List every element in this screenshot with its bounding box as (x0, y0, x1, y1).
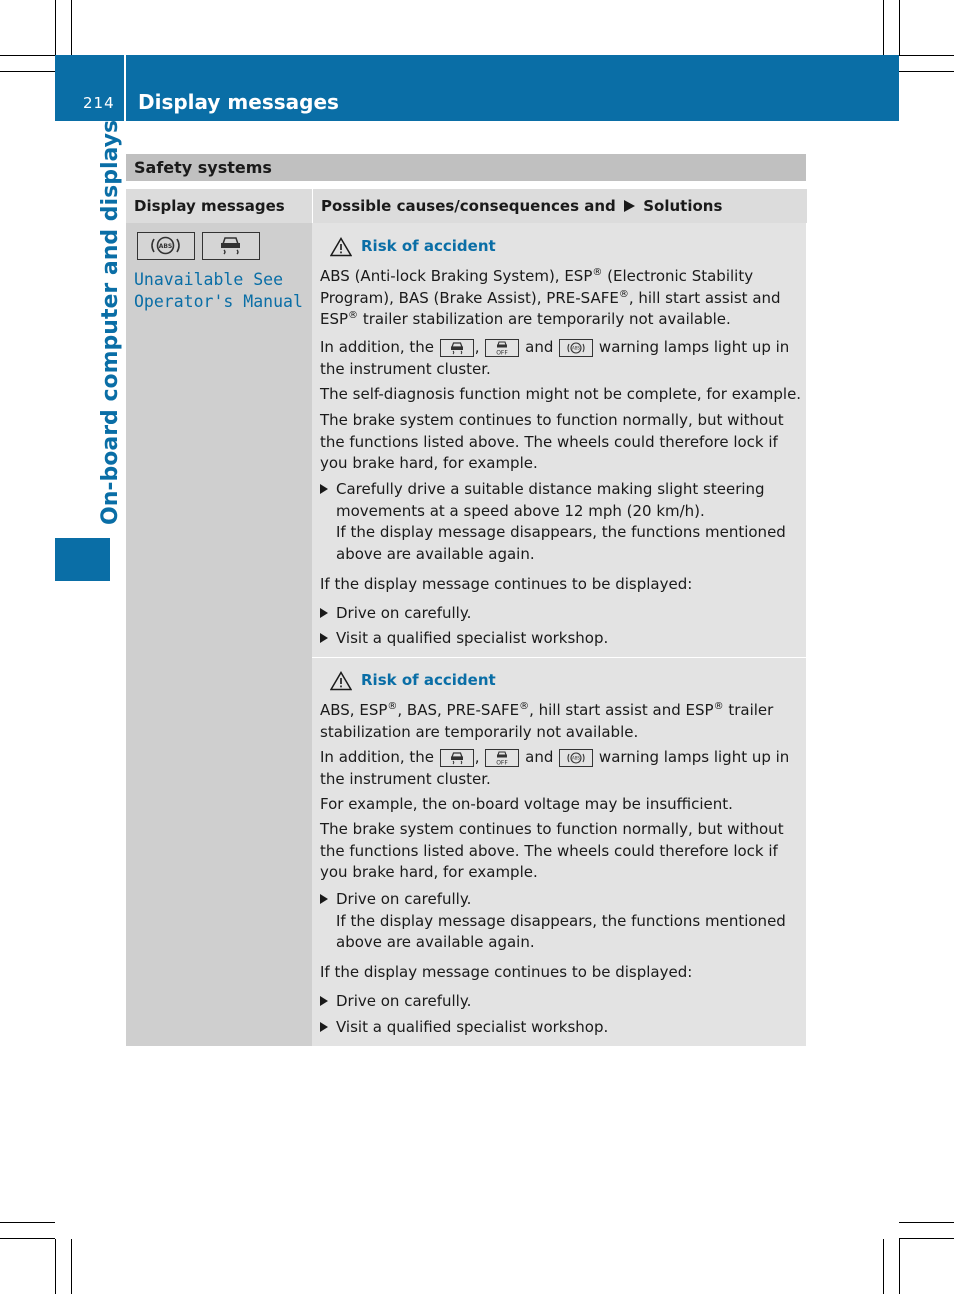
crop-mark (899, 55, 954, 56)
svg-text:OFF: OFF (496, 759, 509, 766)
chapter-tab-label: On-board computer and displays (98, 119, 123, 525)
registered-mark: ® (592, 267, 603, 278)
warning-triangle-icon (330, 237, 352, 257)
text-span: warning lamps light up in the instrument cluster. (320, 748, 790, 788)
section-bar (126, 154, 806, 181)
instruction-step (320, 991, 802, 1013)
text-span: , hill start assist and ESP (529, 701, 714, 719)
abs-warning-icon (137, 232, 195, 260)
header-divider (124, 55, 126, 121)
paragraph: The self-diagnosis function might not be complete, for example. (320, 385, 802, 403)
crop-mark (899, 1222, 954, 1223)
instruction-step (320, 603, 802, 625)
crop-mark (899, 0, 900, 55)
text-span: trailer stabilization are temporarily not available. (320, 701, 774, 741)
crop-mark (883, 0, 884, 55)
registered-mark: ® (519, 701, 530, 712)
crop-mark (899, 1238, 954, 1239)
crop-mark (71, 1239, 72, 1294)
chapter-tab-marker (55, 538, 110, 581)
esp-skid-icon (202, 232, 260, 260)
instruction-text: Visit a qualified specialist workshop. (336, 629, 609, 647)
page-title: Display messages (138, 90, 339, 114)
svg-text:ABS: ABS (572, 755, 581, 761)
instruction-arrow-icon (320, 633, 328, 643)
text-span: (Electronic Stability Program), BAS (Brake Assist), PRE-SAFE (320, 267, 754, 307)
instruction-text: Drive on carefully. (336, 992, 472, 1010)
paragraph: The brake system continues to function normally, but without the functions listed above. The wheels could therefore lock if you brake hard, for example. (320, 820, 784, 881)
table-header-label: Display messages (134, 197, 285, 215)
instruction-step (320, 479, 802, 565)
instruction-text: Carefully drive a suitable distance making slight steering movements at a speed above 12 mph (20 km/h). (336, 480, 765, 520)
display-message-line1: Unavailable See (134, 270, 284, 289)
svg-text:ABS: ABS (572, 345, 581, 351)
text-span: , (474, 748, 480, 766)
table-header-display-messages (126, 189, 312, 223)
instruction-text: Drive on carefully. (336, 604, 472, 622)
abs-warning-icon (559, 749, 593, 767)
esp-off-icon (485, 339, 519, 357)
solution-arrow-icon (624, 200, 635, 212)
paragraph: If the display message continues to be displayed: (320, 963, 693, 981)
warning-triangle-icon (330, 671, 352, 691)
table-header-label (321, 197, 722, 215)
text-span: and (525, 338, 554, 356)
text-span: ABS, ESP (320, 701, 388, 719)
instruction-arrow-icon (320, 1022, 328, 1032)
paragraph (320, 747, 802, 790)
section-title: Safety systems (134, 158, 272, 177)
risk-warning-label: Risk of accident (361, 671, 496, 689)
instruction-result: If the display message disappears, the functions mentioned above are available again. (336, 523, 786, 563)
table-header-solutions: Solutions (643, 197, 723, 215)
table-header-causes-solutions (312, 189, 807, 223)
instruction-arrow-icon (320, 608, 328, 618)
display-message-text (134, 269, 303, 313)
instruction-text: Drive on carefully. (336, 890, 472, 908)
display-message-line2: Operator's Manual (134, 292, 303, 311)
crop-mark (55, 1239, 56, 1294)
display-message-cell (126, 223, 312, 1046)
crop-mark (0, 1222, 55, 1223)
esp-skid-icon (440, 749, 474, 767)
instruction-step (320, 1017, 802, 1039)
text-span: trailer stabilization are temporarily not available. (358, 310, 731, 328)
crop-mark (55, 0, 56, 55)
crop-mark (71, 0, 72, 55)
crop-mark (0, 55, 55, 56)
paragraph: For example, the on-board voltage may be insufficient. (320, 795, 733, 813)
text-span: ABS (Anti-lock Braking System), ESP (320, 267, 593, 285)
text-span: , BAS, PRE-SAFE (397, 701, 520, 719)
paragraph (320, 337, 802, 380)
crop-mark (0, 1238, 55, 1239)
paragraph: The brake system continues to function normally, but without the functions listed above. The wheels could therefore lock if you brake hard, for example. (320, 411, 784, 472)
instruction-step (320, 889, 802, 954)
row-divider (312, 657, 806, 658)
crop-mark (899, 1239, 900, 1294)
text-span: warning lamps light up in the instrument cluster. (320, 338, 790, 378)
instruction-arrow-icon (320, 484, 328, 494)
page-number: 214 (83, 94, 115, 112)
table-header-causes: Possible causes/consequences and (321, 197, 616, 215)
risk-warning-label: Risk of accident (361, 237, 496, 255)
registered-mark: ® (618, 288, 629, 300)
text-span: In addition, the (320, 338, 434, 356)
svg-text:ABS: ABS (158, 243, 173, 250)
svg-text:OFF: OFF (496, 349, 509, 356)
crop-mark (0, 71, 55, 72)
abs-warning-icon (559, 339, 593, 357)
registered-mark: ® (387, 701, 398, 712)
instruction-arrow-icon (320, 894, 328, 904)
crop-mark (883, 1239, 884, 1294)
text-span: In addition, the (320, 748, 434, 766)
registered-mark: ® (348, 310, 359, 321)
paragraph (320, 266, 802, 331)
instruction-text: Visit a qualified specialist workshop. (336, 1018, 609, 1036)
text-span: , hill start assist and ESP (320, 288, 781, 328)
paragraph (320, 700, 802, 743)
paragraph: If the display message continues to be displayed: (320, 575, 693, 593)
registered-mark: ® (713, 701, 724, 712)
crop-mark (899, 71, 954, 72)
text-span: and (525, 748, 554, 766)
instruction-arrow-icon (320, 996, 328, 1006)
esp-off-icon (485, 749, 519, 767)
instruction-step (320, 628, 802, 650)
esp-skid-icon (440, 339, 474, 357)
instruction-result: If the display message disappears, the functions mentioned above are available again. (336, 911, 786, 951)
text-span: , (474, 338, 480, 356)
